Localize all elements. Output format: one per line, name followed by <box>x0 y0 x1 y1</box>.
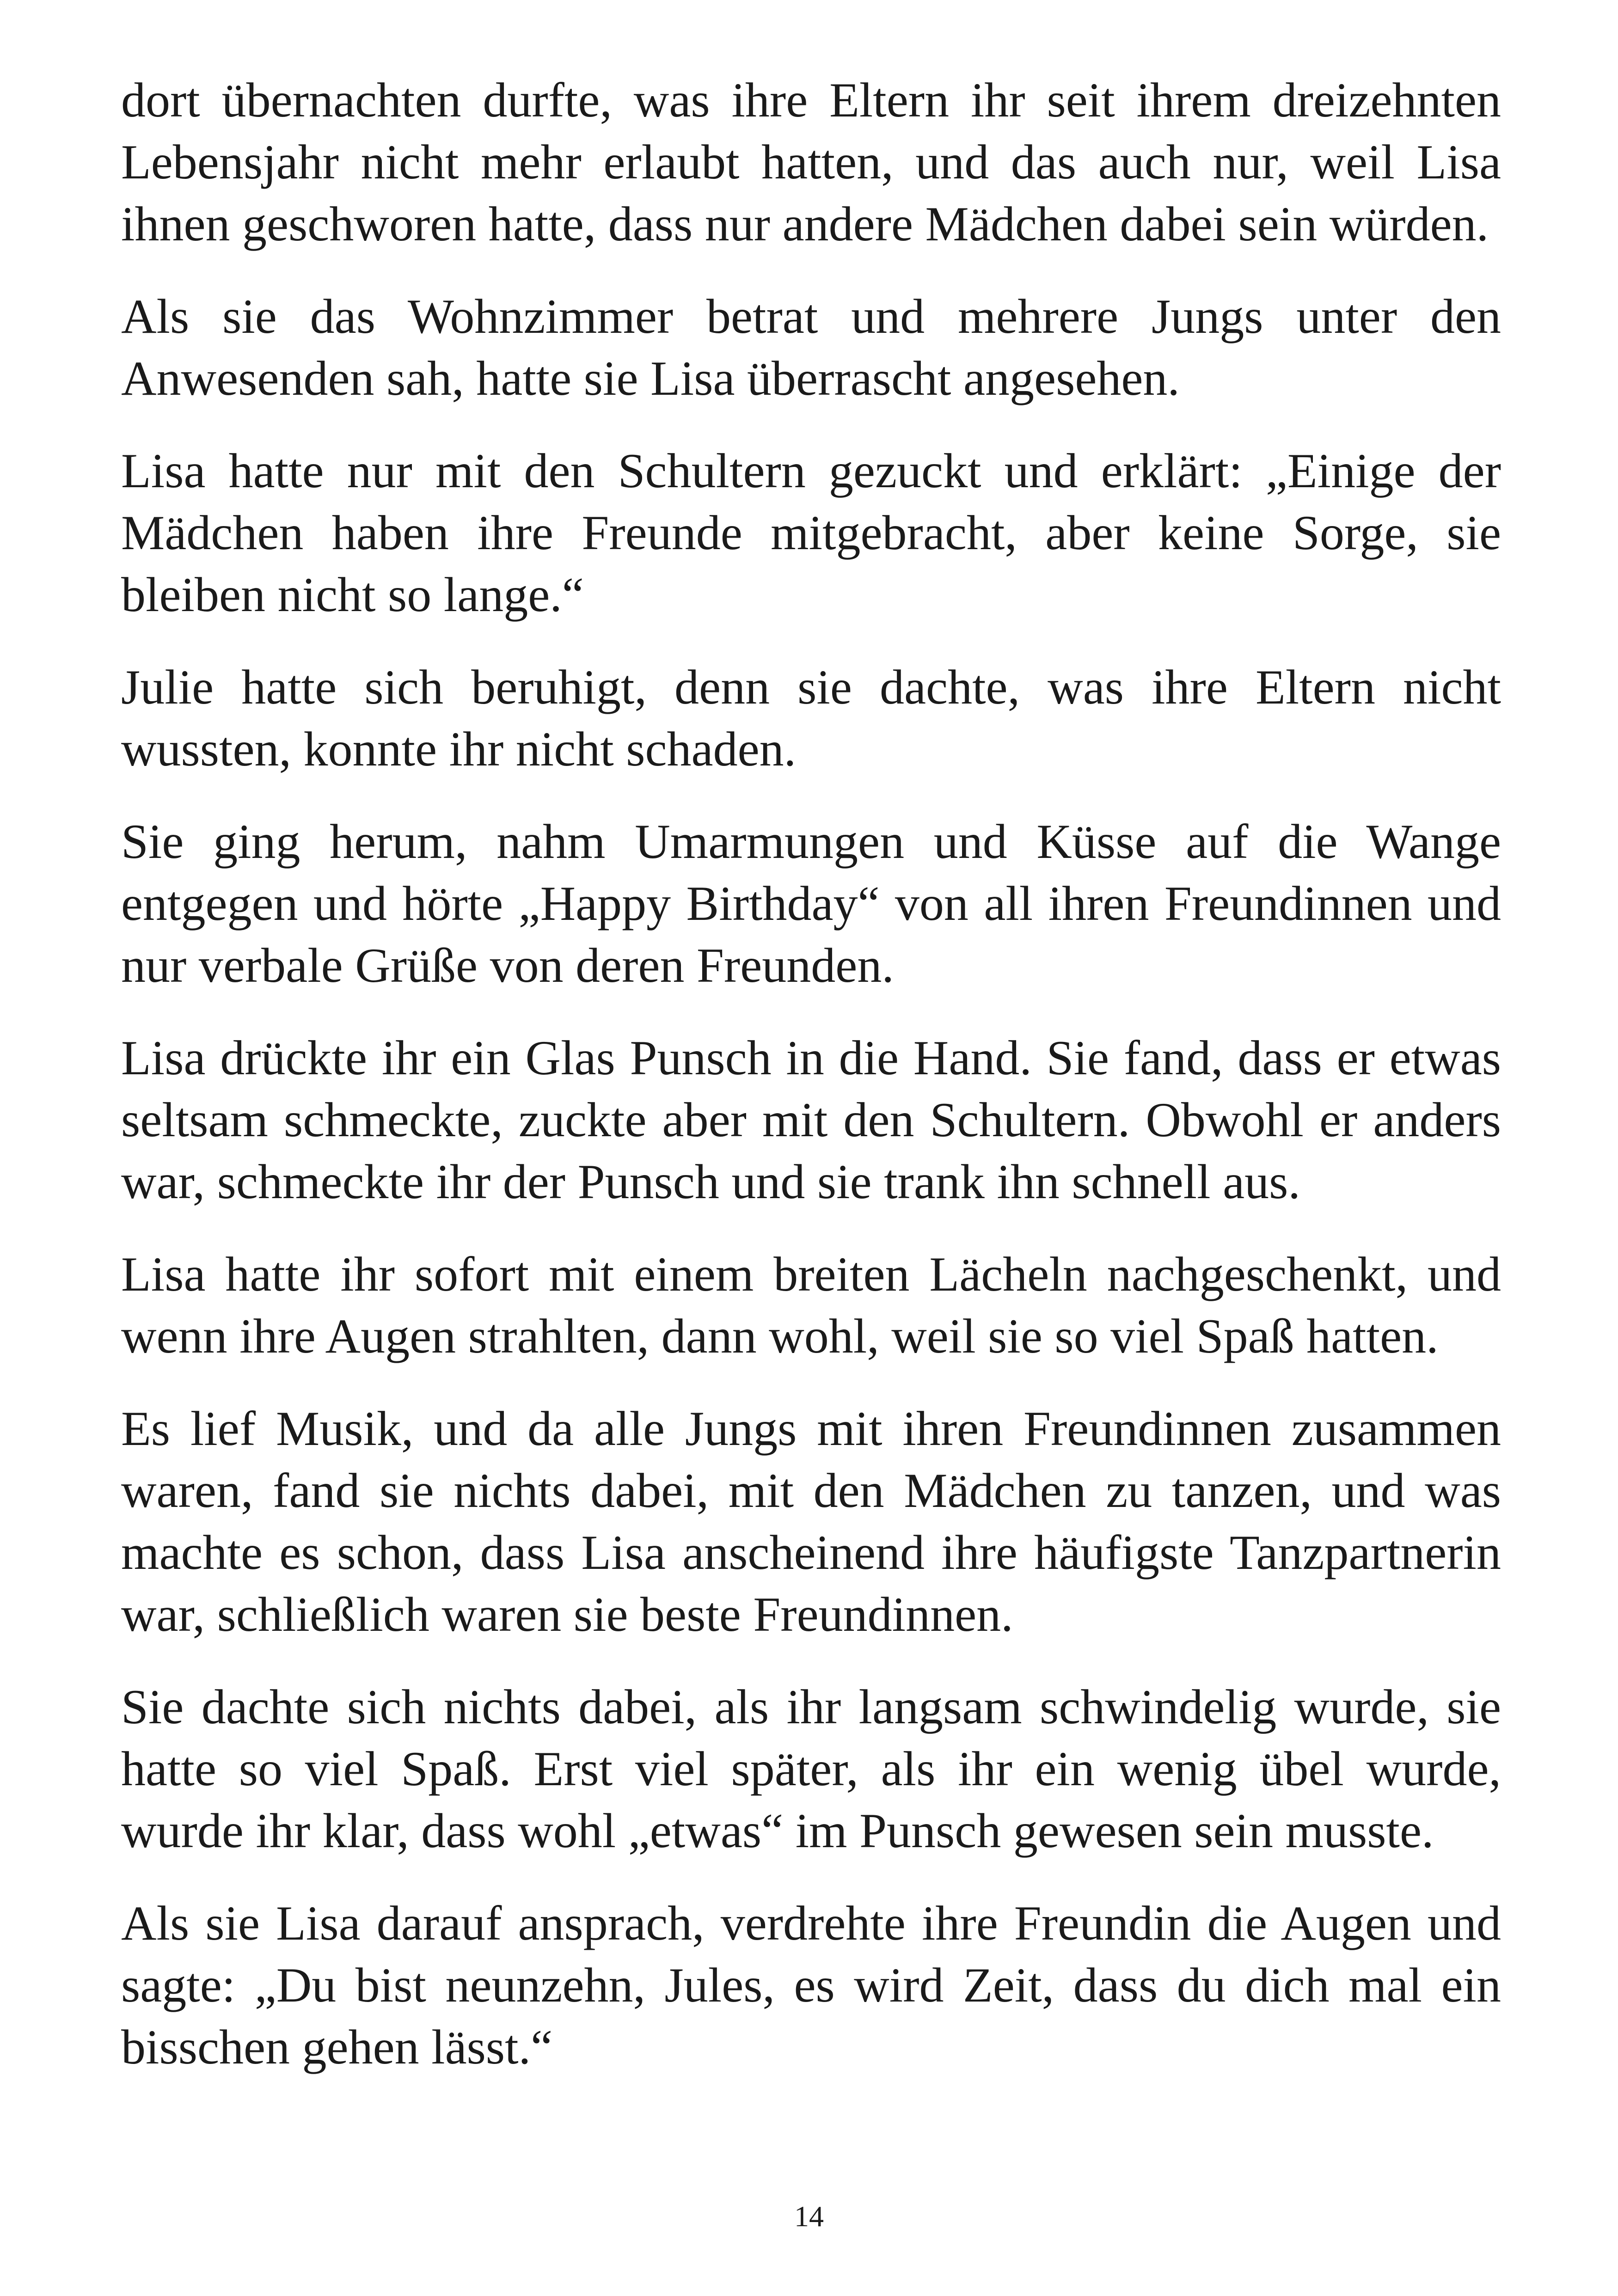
paragraph: Sie dachte sich nichts dabei, als ihr langsam schwindelig wurde, sie hatte so viel Spaß. Erst viel später, als ihr ein wenig übel wurde, wurde ihr klar, dass wohl „etwas“ im Punsch gewesen sein musste. <box>121 1680 1501 1858</box>
paragraph: Als sie Lisa darauf ansprach, verdrehte ihre Freundin die Augen und sagte: „Du bist neunzehn, Jules, es wird Zeit, dass du dich mal ein bisschen gehen lässt.“ <box>121 1896 1501 2074</box>
body-text <box>121 69 1501 2109</box>
paragraph: Lisa hatte nur mit den Schultern gezuckt und erklärt: „Einige der Mädchen haben ihre Freunde mitgebracht, aber keine Sorge, sie bleiben nicht so lange.“ <box>121 444 1501 622</box>
page-number: 14 <box>794 2200 824 2233</box>
paragraph: Lisa hatte ihr sofort mit einem breiten Lächeln nachgeschenkt, und wenn ihre Augen strahlten, dann wohl, weil sie so viel Spaß hatten. <box>121 1247 1501 1363</box>
paragraph: dort übernachten durfte, was ihre Eltern ihr seit ihrem dreizehnten Lebensjahr nicht mehr erlaubt hatten, und das auch nur, weil Lisa ihnen geschworen hatte, dass nur andere Mädchen dabei sein würden. <box>121 73 1501 251</box>
paragraph: Es lief Musik, und da alle Jungs mit ihren Freundinnen zusammen waren, fand sie nichts dabei, mit den Mädchen zu tanzen, und was machte es schon, dass Lisa anscheinend ihre häufigste Tanzpartnerin war, schließlich waren sie beste Freundinnen. <box>121 1402 1501 1641</box>
paragraph: Julie hatte sich beruhigt, denn sie dachte, was ihre Eltern nicht wussten, konnte ihr nicht schaden. <box>121 660 1501 776</box>
paragraph: Lisa drückte ihr ein Glas Punsch in die Hand. Sie fand, dass er etwas seltsam schmeckte, zuckte aber mit den Schultern. Obwohl er anders war, schmeckte ihr der Punsch und sie trank ihn schnell aus. <box>121 1031 1501 1209</box>
paragraph: Sie ging herum, nahm Umarmungen und Küsse auf die Wange entgegen und hörte „Happy Birthday“ von all ihren Freundinnen und nur verbale Grüße von deren Freunden. <box>121 814 1501 992</box>
paragraph: Als sie das Wohnzimmer betrat und mehrere Jungs unter den Anwesenden sah, hatte sie Lisa überrascht angesehen. <box>121 289 1501 405</box>
